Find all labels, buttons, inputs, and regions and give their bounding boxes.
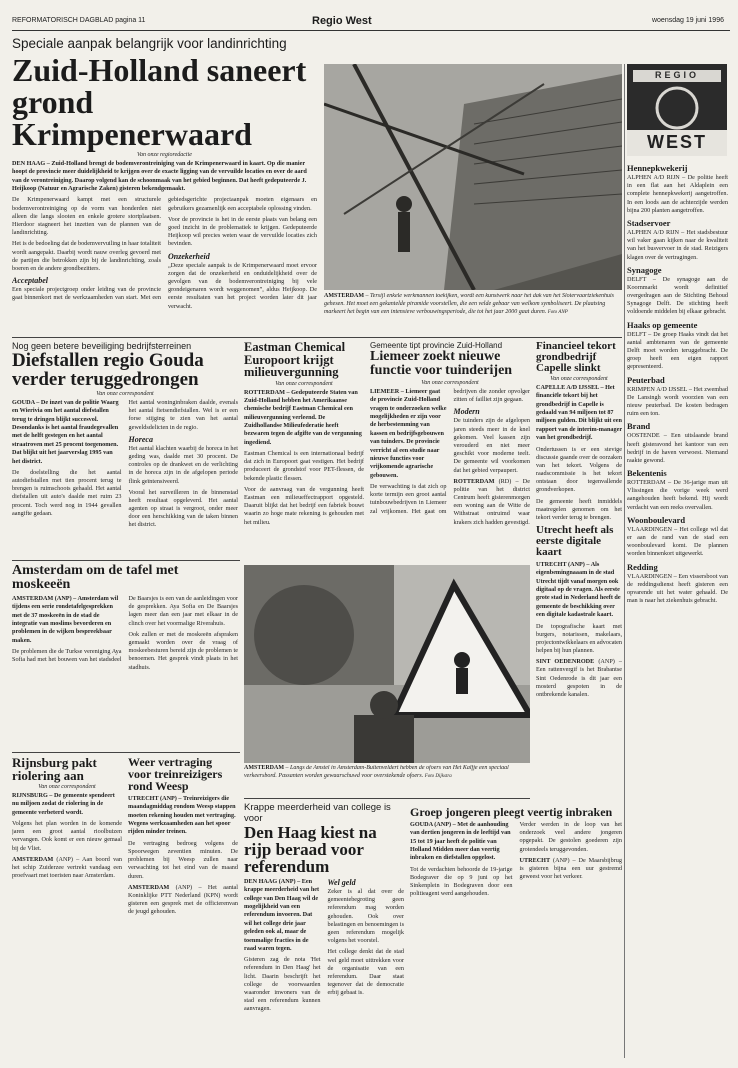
lead-paragraph: Een speciale projectgroep onder leiding van de provincie gaat binnenkort met de werkzaamheden van start. Met een gebiedsgerichte projectaanpak moeten eigenaars en gebruikers gezamenlijk een acceptabele oplossing vinden. [12,196,317,302]
eastman-intro: ROTTERDAM – Gedeputeerde Staten van Zuid-Holland hebben het Amerikaanse chemische bedrijf Eastman Chemical een milieuvergunning verleend. De Zuidhollandse Milieufederatie heeft bezwaren tegen de afgifte van de vergunning ingediend. [244,388,362,446]
sidebar-brief-title: Hennepkwekerij [627,163,688,173]
rijnsburg-byline: Van onze correspondent [38,784,96,790]
traffic-sign-photo [244,565,530,763]
utrecht-brief [536,658,622,699]
jongeren-intro: GOUDA (ANP) – Met de aanhouding van dertien jongeren in de leeftijd van 15 tot 19 jaar heeft de politie van Holland Midden meer dan veertig inbraken en diefstallen opgelost. [410,821,511,862]
issue-date: woensdag 19 juni 1996 [651,17,724,24]
rijnsburg-brief [12,856,122,881]
jongeren-paragraph: Verder werden in de loop van het onderzoek veel andere jongeren opgepakt. De gestolen goederen zijn grotendeels teruggevonden. [519,821,622,853]
denhaag-paragraph: Zeker is al dat over de gemeentebegroting geen referendum mag worden gehouden. Ook over belastingen en benoemingen is geen referendum mogelijk volgens het voorstel. [327,888,404,945]
denhaag-intro: DEN HAAG (ANP) – Een krappe meerderheid van het college van Den Haag wil de mogelijkheid van een referendum invoeren. Dat wil het college drie jaar geleden ook al, maar de toenmalige fracties in de raad waren tegen. [244,878,320,952]
sidebar-brief [627,515,728,559]
eastman-byline: Van onze correspondent [275,380,333,387]
brief-label: ROTTERDAM [453,477,495,485]
lead-paragraph: De Krimpenerwaard kampt met een structurele bodemverontreiniging op de vorm van honderden niet alleen die langs slooten en enkele grotere stortplaatsen. Hierdoor stagneert het inzetten van de plannen van de landinrichting. [12,196,161,237]
sidebar-brief-text: DELFT – De synagoge aan de Koornmarkt wordt definitief overgedragen aan de Stichting Behoud Synagoge Delft. De stichting heeft voldoende middelen bij elkaar gebracht. [627,275,728,316]
logo-bottom-text: WEST [647,132,707,152]
divider [12,752,240,753]
divider [12,337,622,338]
denhaag-kicker: Krappe meerderheid van college is voor [244,802,391,824]
lead-intro: DEN HAAG – Zuid-Holland brengt de bodemverontreiniging van de Krimpenerwaard in kaart. Op die manier hoopt de provincie meer duidelijkheid te krijgen over de exacte ligging van de vervuilde locaties en over de aard van de verontreiniging. Daarop volgend kan de schoonmaak van het gebied beginnen. Dat heeft gedeputeerde J. Heijkoop (Natuur en Agrarische Zaken) gisteren bekendgemaakt. [12,160,307,193]
sidebar-brief [627,421,728,465]
traffic-sign-photo-image [244,565,530,763]
gouda-paragraph: Vooral het surveilleren in de binnenstad heeft resultaat opgeleverd. Het aantal agenten op straat is vergroot, onder meer door een herschikking van de taken binnen het district. [128,488,238,529]
masthead [12,6,730,31]
photo-credit: Foto ANP [547,309,568,315]
denhaag-subhead: Wel geld [327,878,356,887]
caption-label: AMSTERDAM [244,765,284,771]
lead-paragraph: „Deze speciale aanpak is de Krimpenerwaard moet ervoor zorgen dat de onzekerheid en onduidelijkheid over de gevolgen van de bodemverontreiniging bij vele grondeigenaren wordt weggenomen”, aldus Heijkoop. De eerste resultaten van het project worden later dit jaar verwacht. [168,261,317,310]
building-photo [324,64,622,290]
building-photo-image [324,64,622,290]
weesp-intro: UTRECHT (ANP) – Treinreizigers die maandagmiddag rondom Weesp stappen moeten rekening houden met vertraging. Wegens werkzaamheden aan het spoor rijden minder treinen. [128,795,236,836]
lead-subhead: Onzekerheid [168,251,210,261]
liemeer-article [370,341,530,557]
sidebar-brief-text: VLAARDINGEN – Het college wil dat er aan de rand van de stad een woonboulevard komt. De plannen worden binnenkort uitgewerkt. [627,525,728,558]
denhaag-article [244,802,404,1058]
jongeren-headline: Groep jongeren pleegt veertig inbraken [410,806,613,819]
capelle-article [536,341,622,521]
capelle-paragraph: Ondertussen is er een stevige discussie gaande over de oorzaken van het tekort. Volgens de raadscommissie is het tekort ontstaan door tegenvallende grondverkopen. [536,445,622,494]
sidebar-brief-title: Peuterbad [627,374,665,385]
top-photo-caption [324,293,622,323]
lead-paragraph: Het is de bedoeling dat de bodemvervuiling in haar totaliteit wordt aangepakt. Daarbij wordt nauw overleg gevoerd met de partijen die betrokken zijn bij de landinrichting, zoals boeren en de andere grondbezitters. [12,240,161,272]
moskee-intro: AMSTERDAM (ANP) – Amsterdam wil tijdens een serie rondetafelgesprekken met de 37 moskeeën in de stad de integratie van moslims bevorderen en problemen in de wijken bespreekbaar maken. [12,595,119,644]
caption-label: AMSTERDAM [324,293,364,299]
sidebar-brief [627,375,728,419]
sidebar-brief [627,265,728,317]
sidebar-brief [627,562,728,606]
capelle-paragraph: De gemeente heeft inmiddels maatregelen genomen om het tekort verder terug te brengen. [536,497,622,521]
liemeer-byline: Van onze correspondent [421,380,479,386]
sidebar-brief-title: Woonboulevard [627,514,686,525]
lead-paragraph: Voor de provincie is het in de eerste plaats van belang een goed inzicht in de problematiek te krijgen. Gedeputeerde Heijkoop wil precies weten waar de vervuilde locaties zich bevinden. [168,215,317,248]
lead-subhead: Acceptabel [12,276,48,286]
gouda-article [12,341,238,557]
caption-text: – Tersijl enkele werkmannen toekijken, wordt een kunstwerk naar het dak van het Slotervaartziekenhuis gehesen. Het moet een gekantelde piramide voorstellen, die een velde gebaar van welkom symboliseert. De plaatsing markeert het begin van een intensieve verbouwingsperiode, die tot het jaar 2000 gaat duren. [324,293,614,315]
sidebar-brief [627,468,728,512]
lead-article [12,36,317,344]
liemeer-brief [454,478,531,527]
liemeer-headline: Liemeer zoekt nieuwe functie voor tuinderijen [370,349,513,378]
liemeer-paragraph: De tuinders zijn de afgelopen jaren steeds meer in de knel gekomen. Veel kassen zijn verouderd en niet meer geschikt voor moderne teelt. De gemeente wil voorkomen dat het gebied verpaupert. [453,417,530,474]
weesp-article [128,756,238,1056]
denhaag-paragraph: Het college denkt dat de stad wel geld moet uittrekken voor de organisatie van een referendum. Daar staat tegenover dat de democratie erbij gebaat is. [327,948,404,997]
brief-text: (RD) – De politie van het district Centrum heeft gisterenmorgen een woning aan de Witte de Withstraat ontruimd waar krakers zich hadden gevestigd. [453,477,530,526]
rijnsburg-article [12,756,122,1056]
sidebar-brief-title: Brand [627,421,651,432]
gouda-subhead: Horeca [128,434,153,444]
utrecht-paragraph: De topografische kaart met burgers, notarissen, makelaars, projectontwikkelaars en advocaten helpen bij hun plannen. [536,622,622,655]
brief-text: (ANP) – Een rattenvergif is het Brabantse Sint Oedenrode is dit jaar een mosterd gespoten in de ontbrekende kanalen. [536,658,622,699]
photo-credit: Foto Dijkstra [424,773,452,779]
sidebar-brief [627,218,728,262]
paper-name: REFORMATORISCH DAGBLAD pagina 11 [12,17,146,24]
regio-west-logo [627,64,727,156]
gouda-headline: Diefstallen regio Gouda verder teruggedrongen [12,350,204,390]
sidebar-brief-text: ROTTERDAM – De 36-jarige man uit Vlissingen die vorige week werd aangehouden heeft bekend. Hij wordt verdacht van een reeks overvallen. [627,479,728,511]
denhaag-paragraph: Gisteren zag de nota 'Het referendum in Den Haag' het licht. Daarin beschrijft het college de voorwaarden waaronder inwoners van de stad een referendum kunnen aanvragen. [244,956,321,1013]
rijnsburg-headline: Rijnsburg pakt riolering aan [12,756,97,783]
sidebar-brief [627,320,728,372]
utrecht-headline: Utrecht heeft als eerste digitale kaart [536,525,614,558]
eastman-headline: Eastman Chemical Europoort krijgt milieuvergunning [244,341,346,379]
liemeer-intro: LIEMEER – Liemeer gaat de provincie Zuid-Holland vragen te onderzoeken welke mogelijkheden er zijn voor de herbestemming van kassen en bedrijfsgebouwen van tuinders. De provincie verricht al een studie naar nieuwe functies voor vrijkomende agrarische gebouwen. [370,388,447,479]
jongeren-article [410,806,622,1056]
brief-text: (ANP) – Het aantal Koninklijke PTT Nederland (KPN) wordt gisteren een gesprek met de officierenvan de jeugd gehouden. [128,883,238,916]
sidebar-brief-title: Bekentenis [627,468,667,479]
utrecht-intro: UTRECHT (ANP) – Als eigenbemingnaaam in de stad Utrecht tijdt vanaf morgen ook digitaal op de vragen. Als eerste grote stad in Nederland heeft de gemeente de beschikking over een digitale kadastrale kaart. [536,561,621,619]
sidebar-brief [627,163,728,215]
gouda-paragraph: De doelstelling die het aantal autodiefstallen met tien procent terug te brengen is ruimschoots gehaald. Het aantal diefstallen uit auto's daalde met ruim 23 procent. Toch werd nog in 1944 gevallen aangifte gedaan. [12,468,122,517]
denhaag-headline: Den Haag kiest na rijp beraad voor referendum [244,823,377,876]
gouda-kicker: Nog geen betere beveiliging bedrijfsterreinen [12,341,192,351]
moskee-paragraph: Ook zullen er met de moskeeën afspraken gemaakt worden over de vraag of moskeebesturen bereid zijn de problemen te benoemen. Het gesprek vindt plaats in het stadhuis. [128,630,238,671]
caption-text: – Langs de Amstel in Amsterdam-Buitenveldert hebben de ofoers van Het Kalfje een speciaal verkeersbord. Passanten worden gewaarschuwd voor overstekende ofoers. [244,765,509,779]
rijnsburg-intro: RIJNSBURG – De gemeente spendeert nu miljoen zodat de riolering in de gemeente verbeterd wordt. [12,792,115,816]
eastman-paragraph: Eastman Chemical is een internationaal bedrijf dat zich in Europoort gaat vestigen. Het bedrijf produceert de grondstof voor PET-flessen, de bekende plastic flessen. [244,450,364,482]
rijnsburg-paragraph: Volgens het plan worden in de komende jaren een groot aantal rioolbuizen vervangen. Ook komt er een nieuw gemaal bij de Vliet. [12,820,122,852]
moskee-article [12,564,238,744]
weesp-paragraph: De vertraging bedroeg volgens de Spoorwegen zeventien minuten. De problemen bij Weesp zullen naar verwachting tot het eind van de maand duren. [128,839,238,880]
divider [244,798,530,799]
section-title: Regio West [312,15,372,27]
capelle-headline: Financieel tekort grondbedrijf Capelle slinkt [536,341,616,374]
gouda-paragraph: Het aantal klachten waarbij de horeca in het geding was, daalde met 30 procent. De controles op de drankwet en de verlichting in de horeca zijn in de afgelopen periode flink geïntensiveerd. [128,444,238,485]
liemeer-subhead: Modern [453,407,480,417]
sidebar-brief-text: DELFT – De groep Haaks vindt dat het aantal ambtenaren van de gemeente Delft moet worden teruggebracht. De groep heeft een eigen rapport gepresenteerd. [627,330,728,371]
gouda-byline: Van onze correspondent [96,391,154,397]
utrecht-article [536,525,622,805]
jongeren-brief [520,857,623,882]
moskee-paragraph: De problemen die de Turkse vereniging Aya Sofia had met het bouwen van het stadsdeel De Baarsjes is een van de aanleidingen voor de gesprekken. Aya Sofia en De Baarsjes lagen meer dan een jaar met elkaar in de clinch over het voormalige Riverahuis. [12,595,238,664]
sidebar-brief-text: ALPHEN A/D RIJN – Het stadsbestuur wil vaker gaan kijken naar de kwaliteit van het busvervoer in de stad. Reizigers klagen over de vertragingen. [627,228,728,261]
liemeer-paragraph: De verwachting is dat zich op korte termijn een groot aantal tuinbouwbedrijven in Liemeer zal vrijkomen. Het gaat om bedrijven die zonder opvolger zitten of failliet zijn gegaan. [370,388,530,515]
gouda-intro: GOUDA – De inzet van de politie Waarg en Wierivia om het aantal diefstallen terug te dringen blijkt succesvol. Desondanks is het aantal fraudegevallen met de helft gestegen en het aantal straatroven met 25 procent toegenomen. Dat blijkt uit het jaarverslag 1995 van het district. [12,399,119,465]
brief-text: (ANP) – Aan boord van het schip Zuiderzee vertrekt vandaag een proefvaart met toeristen naar Amsterdam. [12,855,122,880]
column-rule [624,64,625,1058]
lead-kicker: Speciale aanpak belangrijk voor landinrichting [12,36,287,51]
brief-label: UTRECHT [519,856,551,864]
sidebar-brief-text: OOSTENDE – Een uitslaande brand heeft gisteravond het kantoor van een bedrijf in de haven verwoest. Niemand raakte gewond. [627,432,728,464]
sidebar-briefs [627,160,728,1060]
brief-text: (ANP) – De Maarsbijbrug is gisteren bijna een uur gestremd geweest voor het verkeer. [519,856,622,881]
brief-label: AMSTERDAM [12,855,54,863]
brief-label: SINT OEDENRODE [536,658,595,666]
weesp-brief [128,884,238,917]
eastman-paragraph: Voor de aanvraag van de vergunning heeft Eastman een milieueffectrapport opgesteld. Daaruit blijkt dat het bedrijf een fabriek bouwt waarin zo hoge mate rekening is gehouden met het milieu. [244,485,364,526]
brief-label: AMSTERDAM [128,883,170,891]
sidebar-brief-title: Redding [627,561,658,572]
capelle-intro: CAPELLE A/D IJSSEL – Het financiële tekort bij het grondbedrijf in Capelle is gedaald van 94 miljoen tot 87 miljoen gulden. Dit blijkt uit een rapport van de interim-manager van het grondbedrijf. [536,384,622,442]
lead-headline: Zuid-Holland saneert grond Krimpenerwaard [12,52,307,152]
sidebar-brief-text: VLAARDINGEN – Een vissersboot van de reddingsdienst heeft gisteren een opvarende uit het water gehaald. De man is naar het ziekenhuis gebracht. [627,572,728,605]
liemeer-kicker: Gemeente tipt provincie Zuid-Holland [370,341,503,350]
capelle-byline: Van onze correspondent [550,376,608,382]
gouda-paragraph: Het aantal woninginbraken daalde, evenals het aantal fietsendiefstallen. Wel is er een forse stijging te zien van het aantal geweldsdelicten in de regio. [128,399,238,431]
weesp-headline: Weer vertraging voor treinreizigers rond Weesp [128,756,223,793]
logo-top-text: REGIO [654,70,699,80]
mid-photo-caption [244,765,530,791]
eastman-article [244,341,364,557]
divider [12,560,240,561]
jongeren-paragraph: Tot de verdachten behoorde de 19-jarige Bodegraver die op 9 juni op het Sinkenplein in Bodegraven door een politieagent werd aangehouden. [410,865,513,898]
lead-byline: Van onze regioredactie [137,152,192,158]
sidebar-brief-title: Synagoge [627,264,662,275]
sidebar-brief-text: KRIMPEN A/D IJSSEL – Het zwembad De Lansingh wordt voorzien van een nieuw peuterbad. De kosten bedragen ruim een ton. [627,385,728,418]
moskee-headline: Amsterdam om de tafel met moskeeën [12,564,179,592]
sidebar-brief-text: ALPHEN A/D RIJN – De politie heeft in een flat aan het Aldaplein een complete hennepkwekerij aangetroffen. In een loods aan de achterzijde werden bijna 200 planten aangetroffen. [627,174,728,214]
sidebar-brief-title: Stadservoer [627,217,671,228]
sidebar-brief-title: Haaks op gemeente [627,319,698,330]
